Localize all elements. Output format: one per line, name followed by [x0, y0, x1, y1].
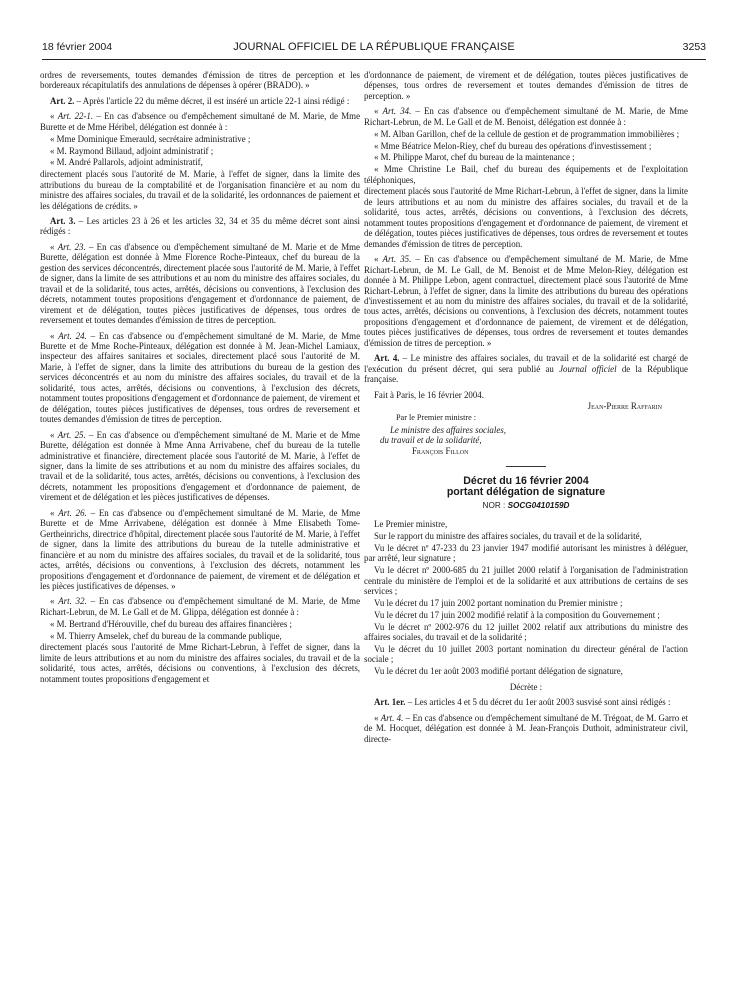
- minister-name: François Fillon: [412, 445, 469, 456]
- article-label: Art. 2.: [50, 95, 75, 106]
- article-label: Art. 32.: [58, 596, 87, 607]
- quote-open: «: [374, 254, 383, 265]
- article-label: Art. 1er.: [374, 697, 406, 708]
- article-text: de la République française.: [364, 363, 688, 385]
- article-label: Art. 34.: [382, 106, 412, 117]
- list-item: « M. Philippe Marot, chef du bureau de la maintenance ;: [374, 152, 575, 163]
- quote-open: «: [50, 429, 58, 440]
- article-text: – Après l'article 22 du même décret, il est inséré un article 22-1 ainsi rédigé :: [74, 95, 350, 106]
- article-32: [40, 596, 360, 617]
- article-label: Art. 26.: [58, 507, 87, 518]
- right-column: [364, 70, 688, 745]
- article-text: – En cas d'absence ou d'empêchement simultané de M. Marie, de Mme Richart-Lebrun, de M. Le Gall et de M. Glippa, délégation est donnée à :: [40, 596, 361, 617]
- paragraph: Le Premier ministre,: [374, 519, 448, 530]
- journal-title: JOURNAL OFFICIEL DE LA RÉPUBLIQUE FRANÇAISE: [233, 41, 515, 53]
- article-label: Art. 23.: [57, 241, 86, 252]
- visa: Vu le décret nº 2002-976 du 12 juillet 2002 relatif aux attributions du ministre des affaires sociales, du travail et de la solidarité ;: [364, 621, 688, 643]
- article-label: Art. 22-1.: [57, 111, 94, 122]
- article-text: – En cas d'absence ou d'empêchement simultané de M. Marie, de Mme Richart-Lebrun, de M. Le Gall, de M. Benoist et de Mme Melon-Riey, délégation est donnée à M. Philippe Lebon, agent contractuel, directement placé sous l'autorité de Mme Richart-Lebrun, à l'effet de signer, dans la limite des attributions du bureau des opérations d'investissement et au nom du ministre des affaires sociales, du travail et de la solidarité, tous actes, arrêtés, décisions ou conventions, à l'exclusion des décrets, notamment toutes propositions d'engagement et d'ordonnance de paiement, de virement et de délégation, toutes pièces justificatives de dépenses, tous ordres de reversement et toutes demandes d'émission de titres de perception. »: [364, 254, 689, 348]
- quote-open: «: [50, 507, 59, 518]
- paragraph: directement placés sous l'autorité de Mme Richart-Lebrun, à l'effet de signer, dans la limite de leurs attributions et au nom du ministre des affaires sociales, du travail et de la solidarité, tous actes, arrêtés, décisions ou conventions, à l'exclusion des décrets, notamment toutes propositions d'engagement et d'ordonnance de paiement, de virement et de délégation, toutes pièces justificatives de dépenses, tous ordres de reversement et toutes demandes d'émission de titres de perception.: [364, 186, 688, 249]
- article-text: – En cas d'absence ou d'empêchement simultané de M. Marie et de Mme Burette, délégation est donnée à Mme Florence Roche-Pinteaux, chef du bureau de la gestion des services déconcentrés, directement placée sous l'autorité de M. Marie, à l'effet de signer, dans la limite de ses attributions et au nom du ministre des affaires sociales, du travail et de la solidarité, tous actes, arrêtés, décisions ou conventions, à l'exclusion des décrets, notamment toutes propositions d'engagement et d'ordonnance de paiement, de virement et de délégation, toutes pièces justificatives de dépenses, tous ordres de reversement et toutes demandes d'émission de titres de perception.: [40, 241, 360, 326]
- page-header: [42, 34, 706, 60]
- minister-title-line-2: du travail et de la solidarité,: [380, 435, 482, 446]
- article-24: [40, 331, 360, 425]
- journal-officiel-ref: Journal officiel: [559, 363, 617, 374]
- visa: Vu le décret nº 47-233 du 23 janvier 1947 modifié autorisant les ministres à déléguer, par arrêté, leur signature ;: [364, 542, 688, 564]
- visa: Vu le décret du 1er août 2003 modifié portant délégation de signature,: [374, 666, 623, 677]
- article-text: – Le ministre des affaires sociales, du travail et de la solidarité est chargé de l'exécution du présent décret, qui sera publié au: [364, 353, 688, 374]
- article-35: [364, 254, 688, 348]
- list-item: « Mme Dominique Emerauld, secrétaire administrative ;: [50, 133, 251, 144]
- visa: Vu le décret du 10 juillet 2003 portant nomination du directeur général de l'action sociale ;: [364, 643, 688, 665]
- article-label: Art. 4.: [380, 712, 404, 723]
- paragraph: Sur le rapport du ministre des affaires sociales, du travail et de la solidarité,: [374, 531, 642, 542]
- list-item: « M. André Pallarols, adjoint administratif,: [50, 157, 203, 168]
- article-26: [40, 508, 360, 592]
- article-label: Art. 3.: [50, 216, 76, 226]
- visa: Vu le décret nº 2000-685 du 21 juillet 2000 relatif à l'organisation de l'administration centrale du ministère de l'emploi et de la solidarité et aux attributions de certains de ses services ;: [364, 565, 688, 597]
- quote-open: «: [374, 106, 383, 117]
- article-label: Art. 4.: [374, 353, 400, 364]
- nor-label: NOR :: [482, 500, 508, 510]
- article-text: – En cas d'absence ou d'empêchement simultané de M. Marie, de Mme Burette et de Mme Arrivabene, délégation est donnée à Mme Elisabeth Tome-Gertheinrichs, directrice d'hôpital, directement placée sous l'autorité de M. Marie, à l'effet de signer, dans la limite des attributions du bureau de la tutelle administrative et financière et au nom du ministre des affaires sociales, du travail et de la solidarité, tous actes, arrêtés, décisions ou conventions, à l'exclusion des décrets, notamment les propositions d'engagement et d'ordonnance de paiement, de virement et de délégation et les pièces justificatives de dépenses. »: [40, 507, 361, 591]
- paragraph: d'ordonnance de paiement, de virement et de délégation, toutes pièces justificatives de dépenses, tous ordres de reversement et toutes demandes d'émission de titres de perception. »: [364, 70, 688, 101]
- nor-code: SOCG0410159D: [507, 500, 570, 510]
- paragraph: directement placés sous l'autorité de Mme Richart-Lebrun, à l'effet de signer, dans la limite de leurs attributions et au nom du ministre des affaires sociales, du travail et de la solidarité, tous actes, arrêtés, décisions ou conventions, à l'exclusion des décrets, notamment toutes propositions d'engagement et: [40, 642, 360, 684]
- nor-reference: [364, 501, 688, 511]
- article-4-quoted: [364, 713, 688, 744]
- list-item: « M. Thierry Amselek, chef du bureau de la commande publique,: [50, 630, 282, 641]
- list-item: « M. Raymond Billaud, adjoint administratif ;: [50, 145, 214, 156]
- par-premier-ministre: Par le Premier ministre :: [396, 413, 477, 423]
- signature-raffarin: Jean-Pierre Raffarin: [587, 401, 662, 412]
- article-25: [40, 430, 360, 503]
- article-text: – En cas d'absence ou d'empêchement simultané de M. Marie, de Mme Burette et de Mme Héribel, délégation est donnée à :: [40, 111, 361, 132]
- list-item: « M. Bertrand d'Hérouville, chef du bureau des affaires financières ;: [50, 618, 292, 629]
- quote-open: «: [50, 596, 59, 607]
- article-text: – En cas d'absence ou d'empêchement simultané de M. Marie, de Mme Richart-Lebrun, de M. Le Gall et de M. Benoist, délégation est donnée à :: [364, 106, 689, 127]
- section-divider: [506, 466, 546, 467]
- minister-signature: [364, 425, 688, 456]
- left-column: [40, 70, 360, 686]
- article-text: – En cas d'absence ou d'empêchement simultané de M. Marie, de Mme Burette et de Mme Roche-Pinteaux, délégation est donnée à M. Jean-Michel Lamiaux, inspecteur des affaires sanitaires et sociales, directement placé sous l'autorité de M. Marie, à l'effet de signer, dans la limite des attributions du bureau de la gestion des services déconcentrés et au nom du ministre des affaires sociales, du travail et de la solidarité, tous actes, arrêtés, décisions ou conventions, à l'exclusion des décrets, notamment toutes propositions d'engagement et d'ordonnance de paiement, de virement et de délégation, toutes pièces justificatives de dépenses, tous ordres de reversement et toutes demandes d'émission de titres de perception.: [40, 330, 361, 425]
- decree-title-line-1: Décret du 16 février 2004: [463, 474, 589, 487]
- fait-a-paris: Fait à Paris, le 16 février 2004.: [374, 389, 484, 400]
- quote-open: «: [50, 111, 58, 122]
- list-item: « M. Alban Garillon, chef de la cellule de gestion et de programmation immobilières ;: [374, 128, 680, 139]
- article-text: – En cas d'absence ou d'empêchement simultané de M. Marie et de Mme Burette, délégation est donnée à Mme Anna Arrivabene, chef du bureau de la tutelle administrative et financière, directement placée sous l'autorité de M. Marie, à l'effet de signer, dans la limite de ses attributions et au nom du ministre des affaires sociales, du travail et de la solidarité, tous actes, arrêtés, décisions ou conventions, à l'exclusion des décrets, notamment les propositions d'engagement et d'ordonnance de paiement, de virement et de délégation et les pièces justificatives de dépenses.: [40, 429, 360, 503]
- quote-open: «: [50, 241, 58, 252]
- article-23: [40, 242, 360, 326]
- header-date: 18 février 2004: [42, 41, 113, 53]
- minister-title-line-1: Le ministre des affaires sociales,: [390, 425, 506, 436]
- article-text: – En cas d'absence ou d'empêchement simultané de M. Trégoat, de M. Garro et de M. Hocquet, délégation est donnée à M. Jean-François Duthoit, administrateur civil, directe-: [364, 712, 688, 744]
- article-label: Art. 25.: [57, 429, 86, 440]
- article-label: Art. 24.: [58, 330, 87, 341]
- paragraph: directement placés sous l'autorité de M. Marie, à l'effet de signer, dans la limite des attributions du bureau de la comptabilité et de l'organisation financière et au nom du ministre des affaires sociales, du travail et de la solidarité, les ordonnances de paiement et les délégations de crédits. »: [40, 169, 360, 211]
- paragraph: ordres de reversements, toutes demandes d'émission de titres de perception et les bordereaux récapitulatifs des annulations de dépenses à opérer (BRADO). »: [40, 70, 360, 91]
- visa: Vu le décret du 17 juin 2002 portant nomination du Premier ministre ;: [374, 597, 623, 608]
- article-1er: [364, 697, 688, 707]
- quote-open: «: [50, 330, 59, 341]
- quote-open: «: [374, 712, 381, 723]
- article-2: [40, 96, 360, 106]
- list-item: « Mme Christine Le Bail, chef du bureau des équipements et de l'exploitation téléphoniques,: [364, 164, 688, 185]
- article-text: – Les articles 4 et 5 du décret du 1er août 2003 susvisé sont ainsi rédigés :: [405, 697, 671, 708]
- decree-title: [364, 476, 688, 499]
- list-item: « Mme Béatrice Melon-Riey, chef du bureau des opérations d'investissement ;: [374, 140, 652, 151]
- article-34: [364, 106, 688, 127]
- article-3: [40, 216, 360, 237]
- page-number: 3253: [682, 41, 706, 53]
- decrete: Décrète :: [509, 681, 543, 692]
- article-22-1: [40, 111, 360, 132]
- article-text: – Les articles 23 à 26 et les articles 32, 34 et 35 du même décret sont ainsi rédigés :: [40, 216, 360, 237]
- article-label: Art. 35.: [382, 254, 412, 265]
- decree-title-line-2: portant délégation de signature: [446, 486, 606, 499]
- visa: Vu le décret du 17 juin 2002 modifié relatif à la composition du Gouvernement ;: [374, 609, 660, 620]
- article-4: [364, 353, 688, 384]
